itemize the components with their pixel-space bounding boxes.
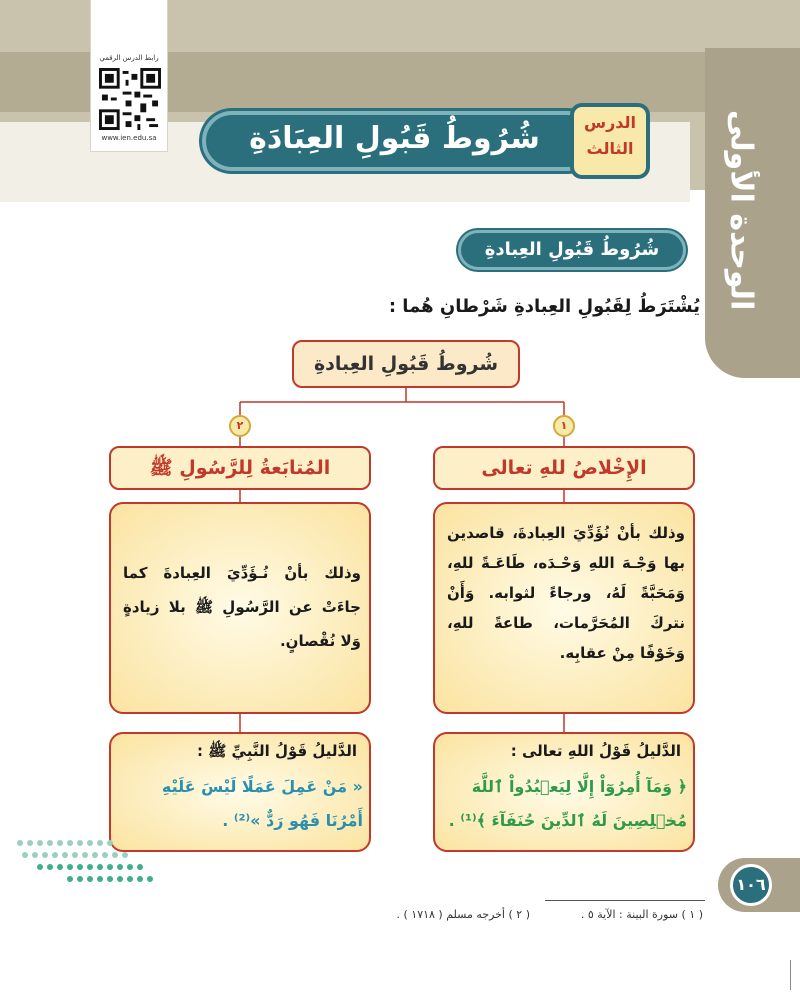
branch-body-card <box>109 502 371 714</box>
footnote: ( ٢ ) أخرجه مسلم ( ١٧١٨ ) . <box>396 908 530 921</box>
proof-label: الدَّليلُ قَوْلُ اللهِ تعالى : <box>510 742 681 760</box>
quran-verse: ﴿ وَمَآ أُمِرُوٓاْ إِلَّا لِيَعۡبُدُواْ ٱللَّهَ مُخۡلِصِينَ لَهُ ٱلدِّينَ حُنَفَآءَ ﴾⁽¹⁾ . <box>448 777 687 830</box>
qr-label: رابط الدرس الرقمي <box>99 54 159 62</box>
lesson-banner <box>202 103 662 179</box>
proof-label: الدَّليلُ قَوْلُ النَّبِيِّ ﷺ : <box>196 742 357 760</box>
branch-body-text: وذلك بأنْ نُـؤَدِّيَ العِبادةَ كما جاءَتْ عن الرَّسُولِ ﷺ بلا زيادةٍ وَلا نُقْصانٍ. <box>123 564 361 650</box>
lesson-tag <box>570 103 650 179</box>
footnote-divider <box>545 900 705 901</box>
branch-number-badge: ٢ <box>229 415 251 437</box>
branch-heading-following: المُتابَعةُ لِلرَّسُولِ ﷺ <box>109 446 371 490</box>
lesson-tag-number: الثالث <box>586 139 634 158</box>
vision-dots-logo <box>0 835 180 895</box>
section-heading: شُرُوطُ قَبُولِ العِبادةِ <box>458 230 686 270</box>
qr-code-icon[interactable] <box>99 68 161 130</box>
intro-text: يُشْتَرَطُ لِقَبُولِ العِبادةِ شَرْطانِ هُما : <box>388 296 700 317</box>
proof-card <box>433 732 695 852</box>
crop-mark <box>790 960 791 990</box>
proof-card <box>109 732 371 852</box>
branch-heading-sincerity: الإِخْلاصُ للهِ تعالى <box>433 446 695 490</box>
branch-number-badge: ١ <box>553 415 575 437</box>
hadith-text: « مَنْ عَمِلَ عَمَلًا لَيْسَ عَلَيْهِ أَمْرُنَا فَهُو رَدٌّ »⁽²⁾ . <box>161 777 363 830</box>
lesson-tag-label: الدرس <box>583 113 637 132</box>
qr-card[interactable] <box>90 0 168 152</box>
diagram-root: شُروطُ قَبُولِ العِبادةِ <box>292 340 520 388</box>
branch-body-card <box>433 502 695 714</box>
unit-title: الوحدة الأولى <box>723 109 759 311</box>
branch-body-text: وذلك بأنْ نُؤَدِّيَ العِبادةَ، قاصدين بها وَجْـهَ اللهِ وَحْـدَه، طَاعَـةً للهِ، وَمَحَبَّةً لَهُ، ورجاءً لثوابه. وَأَنْ نتركَ المُحَرَّمات، طاعةً للهِ، وَخَوْفًا مِنْ عقابِه. <box>447 524 685 662</box>
page-number: ١٠٦ <box>730 864 772 906</box>
footnote: ( ١ ) سورة البينة : الآية ٥ . <box>580 908 703 921</box>
qr-url[interactable]: www.ien.edu.sa <box>101 134 157 142</box>
lesson-title: شُرُوطُ قَبُولِ العِبَادَةِ <box>249 121 540 156</box>
